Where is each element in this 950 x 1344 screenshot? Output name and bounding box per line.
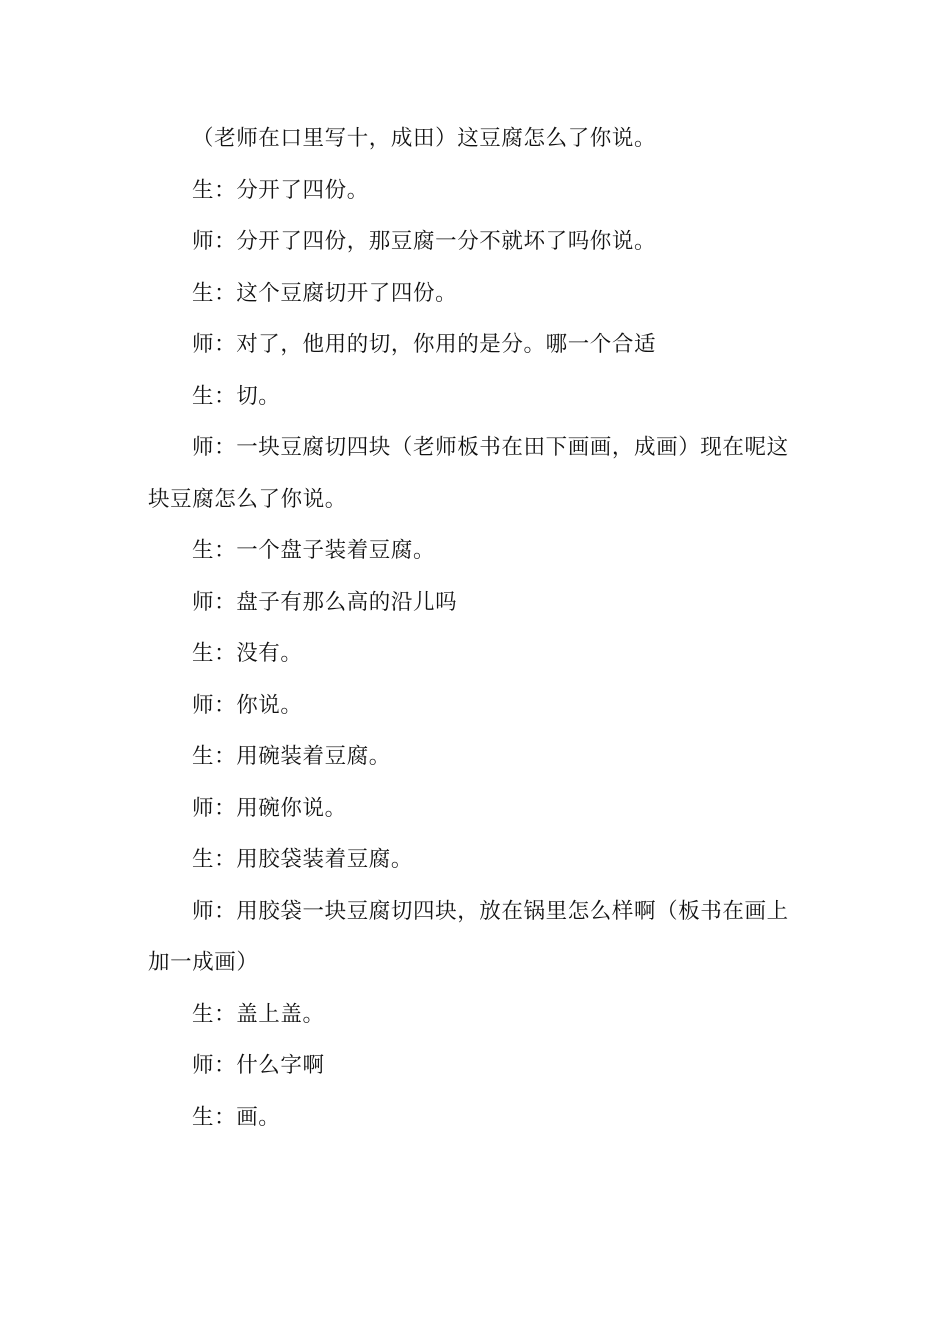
paragraph: 生：这个豆腐切开了四份。: [192, 280, 458, 306]
paragraph: 师：用胶袋一块豆腐切四块，放在锅里怎么样啊（板书在画上加一成画）: [148, 898, 789, 975]
paragraph: 师：对了，他用的切，你用的是分。哪一个合适: [192, 332, 657, 357]
paragraph: 生：切。: [192, 383, 281, 409]
paragraph: 生：一个盘子装着豆腐。: [192, 538, 436, 563]
paragraph: 生：没有。: [192, 641, 303, 666]
paragraph: 生：盖上盖。: [192, 1001, 325, 1027]
paragraph: （老师在口里写十，成田）这豆腐怎么了你说。: [192, 126, 657, 151]
paragraph: 生：用胶袋装着豆腐。: [192, 847, 414, 872]
paragraph: 生：用碗装着豆腐。: [192, 744, 391, 769]
paragraph: 师：盘子有那么高的沿儿吗: [192, 589, 458, 615]
paragraph: 师：一块豆腐切四块（老师板书在田下画画，成画）现在呢这块豆腐怎么了你说。: [148, 435, 789, 512]
paragraph: 师：什么字啊: [192, 1053, 325, 1078]
document-body: [148, 113, 800, 1143]
paragraph: 生：画。: [192, 1104, 281, 1130]
paragraph: 生：分开了四份。: [192, 177, 369, 203]
paragraph: 师：你说。: [192, 692, 303, 718]
paragraph: 师：用碗你说。: [192, 795, 347, 821]
paragraph: 师：分开了四份，那豆腐一分不就坏了吗你说。: [192, 229, 657, 254]
